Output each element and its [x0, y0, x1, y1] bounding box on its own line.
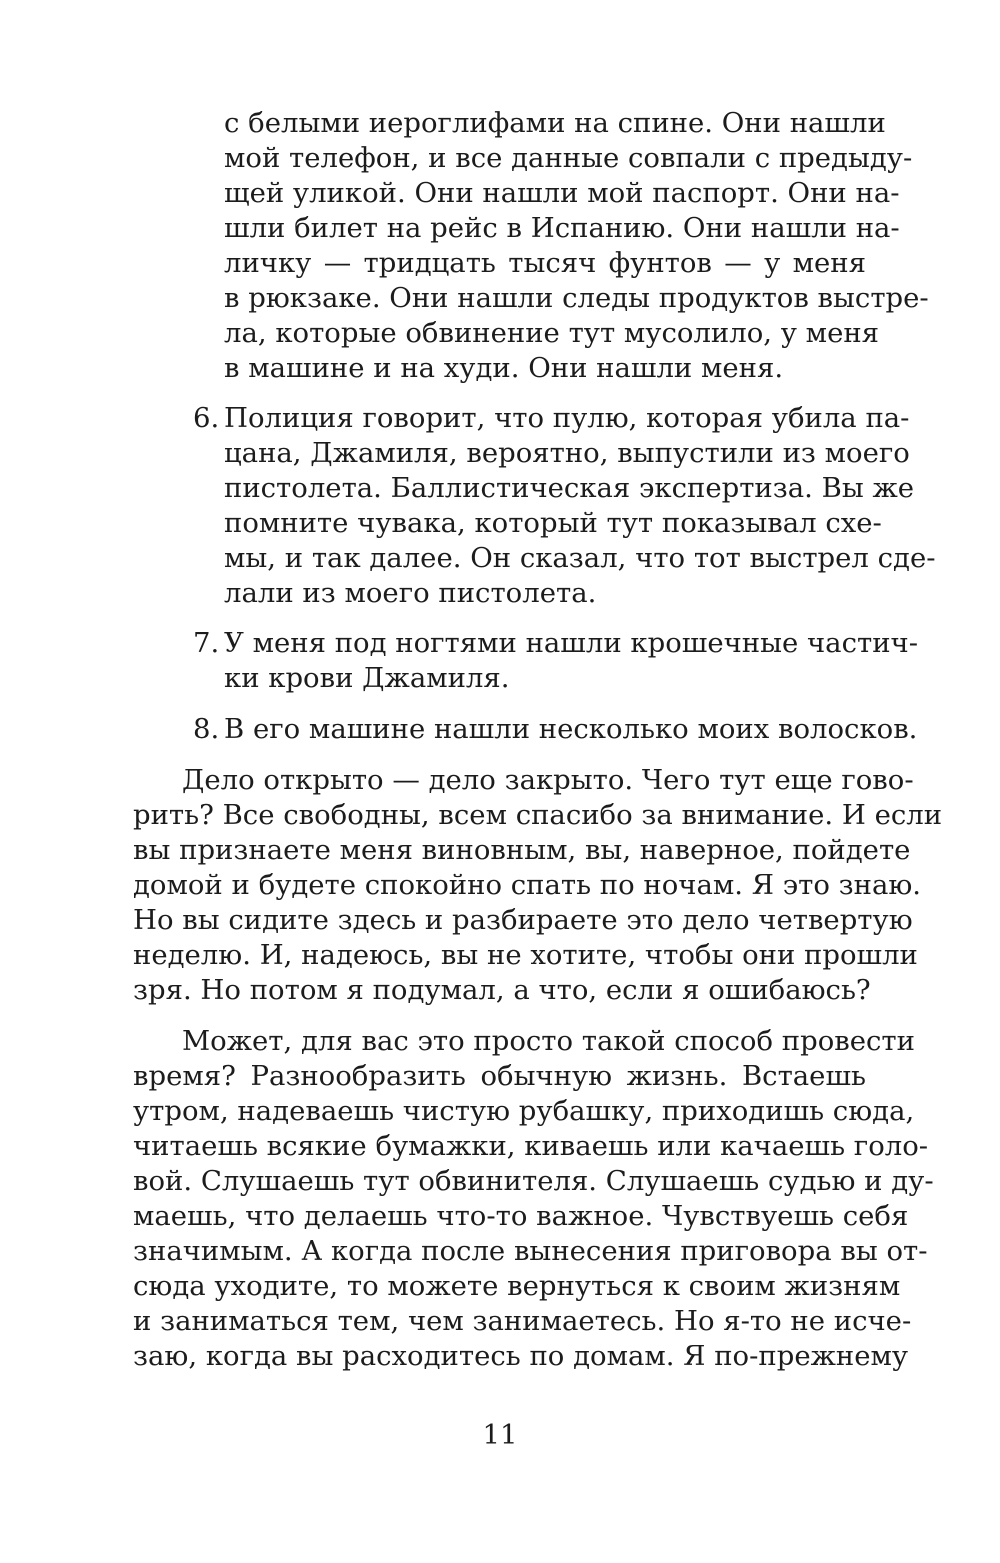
- list-item-number: 8.: [193, 713, 220, 745]
- text-line: У меня под ногтями нашли крошечные частич-: [224, 627, 918, 659]
- text-line: вы признаете меня виновным, вы, наверное, пойдете: [133, 834, 911, 866]
- text-line: личку — тридцать тысяч фунтов — у меня: [224, 247, 866, 279]
- text-line: в машине и на худи. Они нашли меня.: [224, 352, 784, 384]
- text-line: с белыми иероглифами на спине. Они нашли: [224, 107, 886, 139]
- list-item-number: 7.: [193, 627, 220, 659]
- text-line: ла, которые обвинение тут мусолило, у меня: [224, 317, 880, 349]
- text-line: лали из моего пистолета.: [224, 577, 597, 609]
- text-line: вой. Слушаешь тут обвинителя. Слушаешь судью и ду-: [133, 1165, 934, 1197]
- text-line: пистолета. Баллистическая экспертиза. Вы же: [224, 472, 915, 504]
- text-line: читаешь всякие бумажки, киваешь или качаешь голо-: [133, 1130, 929, 1162]
- text-line: помните чувака, который тут показывал схе-: [224, 507, 882, 539]
- text-line: мы, и так далее. Он сказал, что тот выстрел сде-: [224, 542, 936, 574]
- text-line: утром, надеваешь чистую рубашку, приходишь сюда,: [133, 1095, 915, 1127]
- text-line: мой телефон, и все данные совпали с предыду-: [224, 142, 913, 174]
- text-line: В его машине нашли несколько моих волосков.: [224, 713, 918, 745]
- text-line: Может, для вас это просто такой способ провести: [182, 1025, 915, 1057]
- text-line: Дело открыто — дело закрыто. Чего тут еще гово-: [182, 764, 914, 796]
- text-line: в рюкзаке. Они нашли следы продуктов выстре-: [224, 282, 929, 314]
- text-line: время? Разнообразить обычную жизнь. Встаешь: [133, 1060, 866, 1092]
- page-number: 11: [482, 1419, 518, 1451]
- text-line: цана, Джамиля, вероятно, выпустили из моего: [224, 437, 910, 469]
- text-line: рить? Все свободны, всем спасибо за внимание. И если: [133, 799, 943, 831]
- text-line: ки крови Джамиля.: [224, 662, 510, 694]
- text-line: сюда уходите, то можете вернуться к своим жизням: [133, 1270, 901, 1302]
- text-line: значимым. А когда после вынесения приговора вы от-: [133, 1235, 928, 1267]
- list-item-number: 6.: [193, 402, 220, 434]
- text-line: Полиция говорит, что пулю, которая убила па-: [224, 402, 910, 434]
- text-line: зря. Но потом я подумал, а что, если я ошибаюсь?: [133, 974, 871, 1006]
- text-line: шли билет на рейс в Испанию. Они нашли на-: [224, 212, 900, 244]
- text-line: домой и будете спокойно спать по ночам. Я это знаю.: [133, 869, 922, 901]
- text-line: Но вы сидите здесь и разбираете это дело четвертую: [133, 904, 913, 936]
- text-line: маешь, что делаешь что-то важное. Чувствуешь себя: [133, 1200, 909, 1232]
- text-line: и заниматься тем, чем занимаетесь. Но я-то не исче-: [133, 1305, 912, 1337]
- text-line: заю, когда вы расходитесь по домам. Я по-прежнему: [133, 1340, 909, 1372]
- text-line: неделю. И, надеюсь, вы не хотите, чтобы они прошли: [133, 939, 918, 971]
- text-line: щей уликой. Они нашли мой паспорт. Они на-: [224, 177, 900, 209]
